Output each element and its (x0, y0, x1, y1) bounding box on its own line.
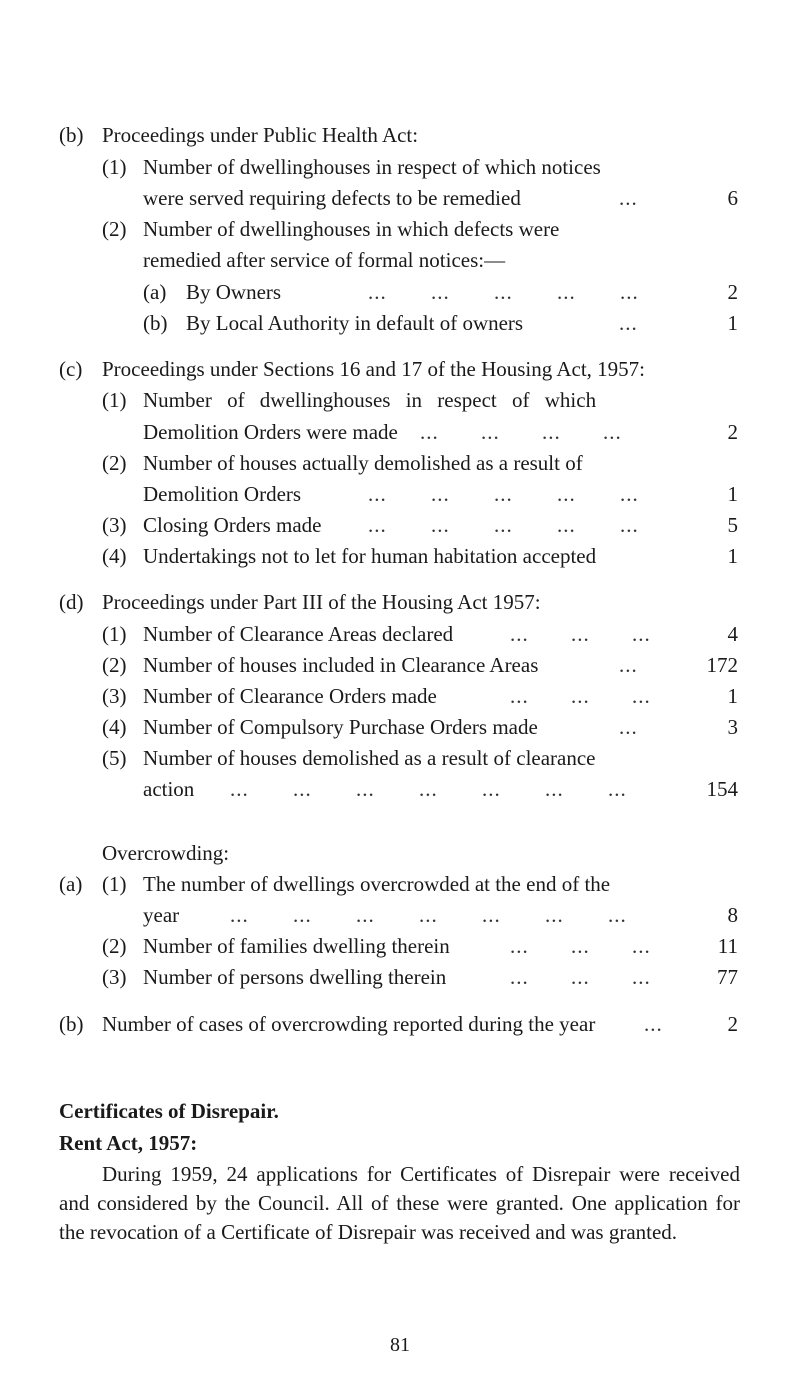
item-text: action (143, 777, 195, 801)
item-number: (1) (102, 622, 127, 646)
section-label: (b) (59, 123, 84, 147)
item-number: (1) (102, 388, 127, 412)
item-text: Demolition Orders (143, 482, 302, 506)
leader-dots: ... ... ... (510, 965, 651, 989)
item-number: (3) (102, 965, 127, 989)
item-number: (1) (102, 872, 127, 896)
item-number: (5) (102, 746, 127, 770)
leader-dots: ... ... ... ... (420, 420, 622, 444)
item-number: (4) (102, 715, 127, 739)
item-value: 11 (717, 934, 738, 958)
item-text: Number of houses demolished as a result of clearance (143, 746, 596, 770)
item-value: 2 (727, 420, 738, 444)
item-text: Closing Orders made (143, 513, 322, 537)
item-number: (4) (102, 544, 127, 568)
item-value: 1 (727, 684, 738, 708)
item-text: Number of houses included in Clearance Areas (143, 653, 539, 677)
item-text: were served requiring defects to be remedied (143, 186, 521, 210)
section-label: (b) (59, 1012, 84, 1036)
leader-dots: ... ... ... ... ... ... ... (230, 777, 627, 801)
section-label: (d) (59, 590, 84, 614)
item-number: (2) (102, 653, 127, 677)
item-text: Number of cases of overcrowding reported during the year (102, 1012, 596, 1036)
leader-dots: ... (619, 186, 638, 210)
item-number: (3) (102, 684, 127, 708)
item-text: Number of Compulsory Purchase Orders made (143, 715, 538, 739)
item-value: 8 (727, 903, 738, 927)
leader-dots: ... ... ... (510, 934, 651, 958)
leader-dots: ... ... ... ... ... ... ... (230, 903, 627, 927)
item-text: Number of families dwelling therein (143, 934, 450, 958)
leader-dots: ... (619, 715, 638, 739)
item-text: Undertakings not to let for human habitation accepted (143, 544, 597, 568)
item-value: 1 (727, 311, 738, 335)
rent-act-heading: Rent Act, 1957: (59, 1131, 198, 1155)
leader-dots: ... (619, 311, 638, 335)
item-number: (2) (102, 451, 127, 475)
item-value: 77 (717, 965, 738, 989)
item-value: 6 (727, 186, 738, 210)
item-text: The number of dwellings overcrowded at the end of the (143, 872, 611, 896)
certificates-heading: Certificates of Disrepair. (59, 1099, 279, 1123)
item-number: (2) (102, 217, 127, 241)
certificates-paragraph: During 1959, 24 applications for Certificates of Disrepair were received and considered by the Council. All of these were granted. One application for the revocation of a Certificate of Disrepair was received and was granted. (59, 1162, 740, 1244)
section-title: Proceedings under Public Health Act: (102, 123, 419, 147)
item-text: Number of dwellinghouses in which defects were (143, 217, 560, 241)
leader-dots: ... ... ... (510, 622, 651, 646)
section-title: Proceedings under Sections 16 and 17 of the Housing Act, 1957: (102, 357, 646, 381)
leader-dots: ... ... ... ... ... (368, 482, 639, 506)
item-value: 3 (727, 715, 738, 739)
item-value: 4 (727, 622, 738, 646)
leader-dots: ... (619, 653, 638, 677)
page-number: 81 (390, 1334, 410, 1356)
item-text: year (143, 903, 180, 927)
item-number: (1) (102, 155, 127, 179)
item-text: By Owners (186, 280, 282, 304)
item-number: (b) (143, 311, 168, 335)
item-value: 2 (727, 280, 738, 304)
item-value: 2 (727, 1012, 738, 1036)
item-number: (2) (102, 934, 127, 958)
item-value: 5 (727, 513, 738, 537)
item-text: Number of Clearance Orders made (143, 684, 437, 708)
item-value: 154 (706, 777, 738, 801)
section-title: Overcrowding: (102, 841, 230, 865)
leader-dots: ... (644, 1012, 663, 1036)
item-value: 172 (706, 653, 738, 677)
item-text: Number of persons dwelling therein (143, 965, 447, 989)
item-text: remedied after service of formal notices:— (143, 248, 506, 272)
leader-dots: ... ... ... (510, 684, 651, 708)
item-number: (a) (143, 280, 167, 304)
item-value: 1 (727, 544, 738, 568)
item-text: Demolition Orders were made (143, 420, 398, 444)
item-value: 1 (727, 482, 738, 506)
section-label: (c) (59, 357, 83, 381)
item-text: Number of dwellinghouses in respect of which (143, 388, 597, 412)
section-label: (a) (59, 872, 83, 896)
section-title: Proceedings under Part III of the Housing Act 1957: (102, 590, 541, 614)
leader-dots: ... ... ... ... ... (368, 513, 639, 537)
item-text: Number of Clearance Areas declared (143, 622, 454, 646)
leader-dots: ... ... ... ... ... (368, 280, 639, 304)
item-text: Number of dwellinghouses in respect of which notices (143, 155, 601, 179)
item-text: Number of houses actually demolished as a result of (143, 451, 583, 475)
item-number: (3) (102, 513, 127, 537)
item-text: By Local Authority in default of owners (186, 311, 524, 335)
